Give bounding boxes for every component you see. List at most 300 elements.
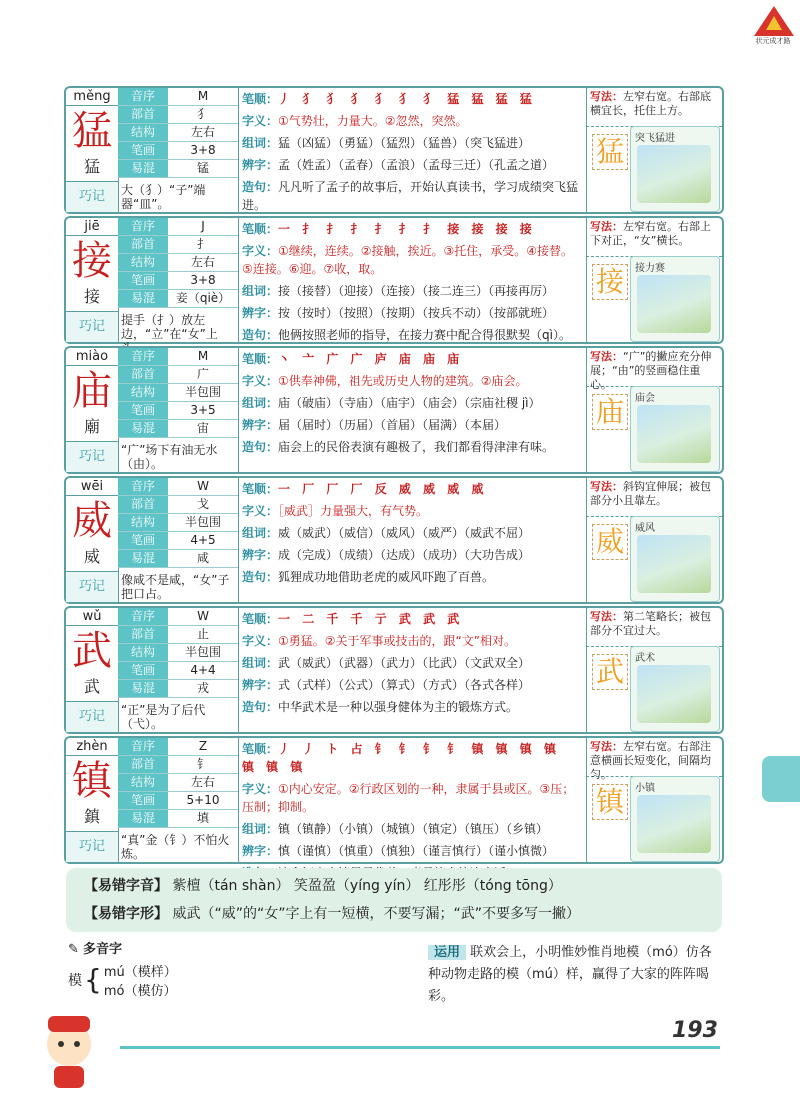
illustration-image-icon (637, 535, 711, 593)
traditional-character: 威 (83, 547, 100, 566)
practice-grid-char: 威 (592, 524, 628, 560)
practice-grid-char: 猛 (592, 134, 628, 170)
pencil-icon: ✎ (68, 942, 79, 957)
info-label: 音序 (118, 478, 168, 495)
big-character: 猛 (72, 108, 112, 154)
detail-column (238, 608, 587, 732)
char-column (66, 218, 119, 342)
info-row-bushou (118, 106, 238, 124)
line-text-zaoju: 庙会上的民俗表演有趣极了，我们都看得津津有味。 (278, 440, 555, 454)
info-label: 易混 (118, 290, 168, 307)
line-ziyi (238, 240, 586, 280)
line-label: 造句： (242, 180, 279, 194)
char-column (66, 738, 119, 862)
info-value: 半包围 (184, 385, 221, 399)
info-label: 部首 (118, 756, 168, 773)
writing-tip-text: 左窄右宽。右部注意横画长短变化，间隔均匀。 (590, 740, 711, 781)
info-label: 部首 (118, 626, 168, 643)
info-row-yinxu (118, 478, 238, 496)
line-bianzi (238, 674, 586, 696)
line-label: 组词： (242, 136, 279, 150)
summary-form (84, 904, 580, 924)
line-label: 造句： (242, 700, 279, 714)
writing-tip-text: 斜钩宜伸展；被包部分小且靠左。 (590, 480, 711, 507)
info-row-yinxu (118, 348, 238, 366)
info-column (118, 88, 239, 212)
info-value: 3+8 (190, 273, 216, 287)
info-row-jiegou (118, 774, 238, 792)
line-text-bishun: 丿 犭 犭 犭 犭 犭 犭 猛 猛 猛 猛 (278, 92, 536, 106)
writing-tip (586, 608, 722, 647)
side-tab-icon[interactable] (762, 756, 800, 802)
line-text-zaoju: 凡凡听了孟子的故事后，开始认真读书，学习成绩突飞猛进。 (242, 180, 579, 212)
info-label: 易混 (118, 420, 168, 437)
usage-section (428, 942, 724, 1008)
line-bishun (238, 738, 586, 778)
info-row-jiegou (118, 254, 238, 272)
traditional-character: 武 (83, 677, 100, 696)
line-text-zuci: 武（威武）（武器）（武力）（比武）（文武双全） (278, 656, 531, 670)
info-row-yihun (118, 290, 238, 308)
line-label: 笔顺： (242, 92, 279, 106)
publisher-name: 状元成才路 (755, 37, 791, 45)
writing-tip (586, 738, 722, 781)
line-label: 笔顺： (242, 482, 279, 496)
illustration-image-icon (637, 275, 711, 333)
info-row-yihun (118, 160, 238, 178)
line-text-zaoju: 中华武术是一种以强身健体为主的锻炼方式。 (278, 700, 519, 714)
info-value: 锰 (196, 161, 209, 175)
info-row-bihua (118, 662, 238, 680)
big-character: 庙 (72, 368, 112, 414)
info-column (118, 738, 239, 862)
line-bianzi (238, 302, 586, 324)
line-text-ziyi: ①继续，连续。②接触，挨近。③托住，承受。④接替。⑤连接。⑥迎。⑦收，取。 (242, 244, 574, 276)
illustration (630, 646, 720, 732)
polyphone-section: ✎ 多音字 模 { mú（模样） mó（模仿） (68, 938, 177, 999)
footer-divider (120, 1046, 720, 1049)
traditional-character: 鎮 (83, 807, 100, 826)
writing-tip (586, 88, 722, 127)
line-label: 造句： (242, 570, 279, 584)
line-label: 字义： (242, 374, 279, 388)
summary-box (66, 868, 722, 932)
info-label: 结构 (118, 774, 168, 791)
detail-column (238, 348, 587, 472)
line-bishun (238, 608, 586, 630)
info-row-jiegou (118, 124, 238, 142)
info-row-bihua (118, 532, 238, 550)
info-row-bihua (118, 792, 238, 810)
line-label: 字义： (242, 782, 279, 796)
info-value: 3+8 (190, 143, 216, 157)
info-row-bushou (118, 366, 238, 384)
info-label: 笔画 (118, 142, 168, 159)
line-text-zuci: 接（接替）（迎接）（连接）（接二连三）（再接再厉） (278, 284, 555, 298)
mnemonic-label: 巧记 (66, 181, 118, 212)
info-value: 宙 (196, 421, 209, 435)
line-text-bishun: 一 二 千 千 亍 武 武 武 (278, 612, 464, 626)
mnemonic-text: “广”场下有油无水（由）。 (121, 443, 218, 471)
info-value: 5+10 (186, 793, 220, 807)
line-bianzi (238, 840, 586, 862)
line-text-zuci: 镇（镇静）（小镇）（城镇）（镇定）（镇压）（乡镇） (278, 822, 549, 836)
polyphone-title: 多音字 (83, 942, 123, 957)
pinyin: měng (66, 88, 118, 106)
info-label: 音序 (118, 738, 168, 755)
line-label: 笔顺： (242, 612, 279, 626)
practice-grid-char: 庙 (592, 394, 628, 430)
info-column (118, 478, 239, 602)
detail-column (238, 218, 587, 342)
line-label: 字义： (242, 114, 279, 128)
pinyin: wēi (66, 478, 118, 496)
character-entries (64, 86, 724, 866)
info-value: 妾（qiè） (175, 291, 231, 305)
illustration-image-icon (637, 145, 711, 203)
line-label: 辨字： (242, 844, 279, 858)
info-row-yihun (118, 810, 238, 828)
info-label: 部首 (118, 366, 168, 383)
info-label: 易混 (118, 550, 168, 567)
writing-tip (586, 478, 722, 517)
info-column (118, 608, 239, 732)
info-value: 填 (196, 811, 209, 825)
writing-tip-label: 写法： (590, 350, 623, 363)
line-text-ziyi: ①勇猛。②关于军事或技击的，跟“文”相对。 (278, 634, 516, 648)
line-bianzi (238, 154, 586, 176)
line-text-zaoju: 狐狸成功地借助老虎的威风吓跑了百兽。 (278, 570, 495, 584)
writing-column (586, 348, 722, 472)
writing-column (586, 88, 722, 212)
info-value: W (197, 479, 209, 493)
mnemonic-text: “正”是为了后代（弋）。 (121, 703, 206, 731)
line-zuci (238, 132, 586, 154)
info-label: 笔画 (118, 662, 168, 679)
detail-column (238, 738, 587, 862)
traditional-character: 猛 (83, 157, 100, 176)
character-entry (64, 216, 724, 344)
usage-label: 运用 (428, 945, 466, 960)
line-zaoju (238, 566, 586, 588)
info-value: 广 (196, 367, 209, 381)
character-entry (64, 346, 724, 474)
line-label: 字义： (242, 634, 279, 648)
writing-tip (586, 218, 722, 257)
line-label: 造句： (242, 440, 279, 454)
line-zaoju (238, 436, 586, 458)
line-label: 辨字： (242, 418, 279, 432)
writing-tip-label: 写法： (590, 220, 623, 233)
info-row-bushou (118, 756, 238, 774)
line-zaoju (238, 696, 586, 718)
info-label: 易混 (118, 810, 168, 827)
polyphone-char: 模 (68, 973, 82, 989)
info-row-yinxu (118, 608, 238, 626)
info-value: 犭 (196, 107, 209, 121)
info-value: J (201, 219, 205, 233)
line-bianzi (238, 544, 586, 566)
char-column (66, 88, 119, 212)
info-row-yinxu (118, 88, 238, 106)
info-value: 左右 (190, 125, 215, 139)
info-column (118, 348, 239, 472)
practice-grid-char: 武 (592, 654, 628, 690)
info-label: 部首 (118, 496, 168, 513)
big-character: 威 (72, 498, 112, 544)
info-row-yihun (118, 420, 238, 438)
line-zuci (238, 392, 586, 414)
writing-column (586, 608, 722, 732)
info-row-jiegou (118, 384, 238, 402)
mnemonic-text: 提手（扌）放左边，“立”在“女”上 (121, 313, 218, 341)
info-row-bushou (118, 496, 238, 514)
big-character: 接 (72, 238, 112, 284)
writing-tip (586, 348, 722, 391)
practice-grid-char: 接 (592, 264, 628, 300)
detail-column (238, 478, 587, 602)
info-row-bushou (118, 626, 238, 644)
practice-grid-char: 镇 (592, 784, 628, 820)
writing-column (586, 738, 722, 862)
line-zuci (238, 522, 586, 544)
mascot-icon (30, 1010, 108, 1090)
mnemonic-label: 巧记 (66, 311, 118, 342)
info-value: 4+5 (190, 533, 216, 547)
line-text-bishun: 一 厂 厂 厂 反 威 威 威 威 (278, 482, 488, 496)
pinyin: zhèn (66, 738, 118, 756)
line-text-bianzi: 慎（谨慎）（慎重）（慎独）（谨言慎行）（谨小慎微） (278, 844, 555, 858)
info-label: 笔画 (118, 532, 168, 549)
line-bianzi (238, 414, 586, 436)
polyphone-reading-1: mú（模样） (103, 965, 177, 980)
info-row-bihua (118, 272, 238, 290)
info-value: 半包围 (184, 645, 221, 659)
line-label: 字义： (242, 244, 279, 258)
info-row-jiegou (118, 514, 238, 532)
writing-tip-label: 写法： (590, 610, 623, 623)
mnemonic-text: 像咸不是咸，“女”子把口占。 (121, 573, 230, 601)
info-label: 音序 (118, 608, 168, 625)
info-row-jiegou (118, 644, 238, 662)
info-row-yinxu (118, 738, 238, 756)
writing-tip-label: 写法： (590, 480, 623, 493)
writing-tip-text: “广”的撇应充分伸展；“由”的竖画稳住重心。 (590, 350, 712, 391)
traditional-character: 廟 (83, 417, 100, 436)
line-label: 字义： (242, 504, 279, 518)
info-label: 音序 (118, 348, 168, 365)
info-row-bihua (118, 402, 238, 420)
illustration (630, 776, 720, 862)
info-value: M (197, 349, 209, 363)
mnemonic-label: 巧记 (66, 441, 118, 472)
line-ziyi (238, 778, 586, 818)
line-label: 笔顺： (242, 352, 279, 366)
polyphone-reading-2: mó（模仿） (103, 984, 177, 999)
line-label: 笔顺： (242, 222, 279, 236)
line-text-zuci: 猛（凶猛）（勇猛）（猛烈）（猛兽）（突飞猛进） (278, 136, 531, 150)
info-value: 4+4 (190, 663, 216, 677)
line-text-bianzi: 式（式样）（公式）（算式）（方式）（各式各样） (278, 678, 531, 692)
line-text-bishun: 丶 亠 广 广 庐 庙 庙 庙 (278, 352, 464, 366)
line-label: 辨字： (242, 548, 279, 562)
info-value: 左右 (190, 775, 215, 789)
info-label: 笔画 (118, 272, 168, 289)
info-value: 止 (196, 627, 209, 641)
line-text-bishun: 一 扌 扌 扌 扌 扌 扌 接 接 接 接 (278, 222, 536, 236)
info-value: 3+5 (190, 403, 216, 417)
mnemonic-label: 巧记 (66, 571, 118, 602)
char-column (66, 478, 119, 602)
line-bishun (238, 478, 586, 500)
line-bishun (238, 218, 586, 240)
line-ziyi (238, 630, 586, 652)
line-bishun (238, 88, 586, 110)
big-character: 镇 (72, 758, 112, 804)
illustration (630, 126, 720, 212)
summary-pron-text: 紫檀（tán shàn） 笑盈盈（yíng yín） 红彤彤（tóng tōng） (172, 878, 562, 894)
info-label: 结构 (118, 514, 168, 531)
line-text-ziyi: ①内心安定。②行政区划的一种，隶属于县或区。③压；压制；抑制。 (242, 782, 575, 814)
writing-tip-text: 左窄右宽。右部底横宜长，托住上方。 (590, 90, 711, 117)
line-label: 笔顺： (242, 742, 279, 756)
line-text-bianzi: 成（完成）（成绩）（达成）（成功）（大功告成） (278, 548, 531, 562)
illustration-caption: 威风 (635, 523, 655, 534)
info-label: 笔画 (118, 402, 168, 419)
line-text-ziyi: ［威武］力量强大，有气势。 (278, 504, 429, 518)
line-bishun (238, 348, 586, 370)
usage-text: 联欢会上，小明惟妙惟肖地模（mó）仿各种动物走路的模（mú）样，赢得了大家的阵阵喝彩。 (428, 945, 712, 1004)
mnemonic-text: “真”金（钅）不怕火炼。 (121, 833, 230, 861)
line-text-zaoju: 他俩按照老师的指导，在接力赛中配合得很默契（qì）。 (278, 328, 571, 342)
info-label: 部首 (118, 106, 168, 123)
line-text-zuci: 威（威武）（威信）（威风）（威严）（威武不屈） (278, 526, 531, 540)
line-label: 辨字： (242, 158, 279, 172)
writing-column (586, 478, 722, 602)
line-label: 组词： (242, 656, 279, 670)
writing-tip-label: 写法： (590, 90, 623, 103)
line-label: 辨字： (242, 678, 279, 692)
pinyin: jiē (66, 218, 118, 236)
line-label: 组词： (242, 822, 279, 836)
polyphone-header (68, 938, 177, 957)
page-number: 193 (672, 1018, 718, 1043)
info-row-yihun (118, 550, 238, 568)
info-label: 笔画 (118, 792, 168, 809)
line-text-bianzi: 届（届时）（历届）（首届）（届满）（本届） (278, 418, 507, 432)
writing-tip-text: 左窄右宽。右部上下对正，“女”横长。 (590, 220, 711, 247)
line-text-ziyi: ①气势壮，力量大。②忽然，突然。 (278, 114, 468, 128)
illustration-caption: 突飞猛进 (635, 133, 675, 144)
big-character: 武 (72, 628, 112, 674)
pinyin: miào (66, 348, 118, 366)
character-entry (64, 606, 724, 734)
info-row-yinxu (118, 218, 238, 236)
illustration-caption: 庙会 (635, 393, 655, 404)
line-text-bishun: 丿 丿 ト 占 钅 钅 钅 钅 镇 镇 镇 镇 镇 镇 镇 (242, 742, 560, 774)
line-zuci (238, 652, 586, 674)
illustration-caption: 武术 (635, 653, 655, 664)
illustration-image-icon (637, 405, 711, 463)
summary-pronunciation (84, 876, 562, 896)
line-zaoju (238, 176, 586, 216)
pinyin: wǔ (66, 608, 118, 626)
illustration (630, 256, 720, 342)
character-entry (64, 476, 724, 604)
summary-form-label: 【易错字形】 (84, 906, 168, 922)
info-label: 易混 (118, 680, 168, 697)
info-label: 部首 (118, 236, 168, 253)
character-entry (64, 86, 724, 214)
line-zuci (238, 818, 586, 840)
line-ziyi (238, 110, 586, 132)
mnemonic-label: 巧记 (66, 701, 118, 732)
info-value: W (197, 609, 209, 623)
line-text-bianzi: 孟（姓孟）（孟春）（孟浪）（孟母三迁）（孔孟之道） (278, 158, 555, 172)
line-label: 辨字： (242, 306, 279, 320)
info-value: 左右 (190, 255, 215, 269)
character-entry (64, 736, 724, 864)
info-value: 戈 (196, 497, 209, 511)
mnemonic-label: 巧记 (66, 831, 118, 862)
illustration-image-icon (637, 795, 711, 853)
writing-tip-label: 写法： (590, 740, 623, 753)
info-label: 易混 (118, 160, 168, 177)
traditional-character: 接 (83, 287, 100, 306)
line-zaoju (238, 324, 586, 346)
char-column (66, 348, 119, 472)
info-column (118, 218, 239, 342)
info-label: 结构 (118, 254, 168, 271)
summary-pron-label: 【易错字音】 (84, 878, 168, 894)
writing-tip-text: 第二笔略长；被包部分不宜过大。 (590, 610, 711, 637)
illustration (630, 516, 720, 602)
illustration-caption: 接力赛 (635, 263, 665, 274)
info-value: 戎 (196, 681, 209, 695)
detail-column (238, 88, 587, 212)
illustration (630, 386, 720, 472)
info-label: 结构 (118, 644, 168, 661)
info-value: Z (198, 739, 208, 753)
line-zuci (238, 280, 586, 302)
info-row-bihua (118, 142, 238, 160)
illustration-image-icon (637, 665, 711, 723)
info-label: 结构 (118, 384, 168, 401)
info-value: 咸 (196, 551, 209, 565)
mnemonic-text: 大（犭）“子”端器“皿”。 (121, 183, 206, 211)
line-ziyi (238, 370, 586, 392)
char-column (66, 608, 119, 732)
info-row-yihun (118, 680, 238, 698)
illustration-caption: 小镇 (635, 783, 655, 794)
line-text-zuci: 庙（破庙）（寺庙）（庙宇）（庙会）（宗庙社稷 jì） (278, 396, 541, 410)
info-row-bushou (118, 236, 238, 254)
info-label: 音序 (118, 218, 168, 235)
summary-form-text: 威武（“威”的“女”字上有一短横，不要写漏；“武”不要多写一撇） (172, 906, 580, 922)
writing-column (586, 218, 722, 342)
line-text-ziyi: ①供奉神佛，祖先或历史人物的建筑。②庙会。 (278, 374, 528, 388)
info-value: M (197, 89, 209, 103)
info-label: 音序 (118, 88, 168, 105)
line-label: 组词： (242, 284, 279, 298)
line-text-bianzi: 按（按时）（按照）（按期）（按兵不动）（按部就班） (278, 306, 555, 320)
info-label: 结构 (118, 124, 168, 141)
line-ziyi (238, 500, 586, 522)
info-value: 钅 (196, 757, 209, 771)
line-label: 造句： (242, 328, 279, 342)
line-label: 组词： (242, 396, 279, 410)
info-value: 扌 (196, 237, 209, 251)
